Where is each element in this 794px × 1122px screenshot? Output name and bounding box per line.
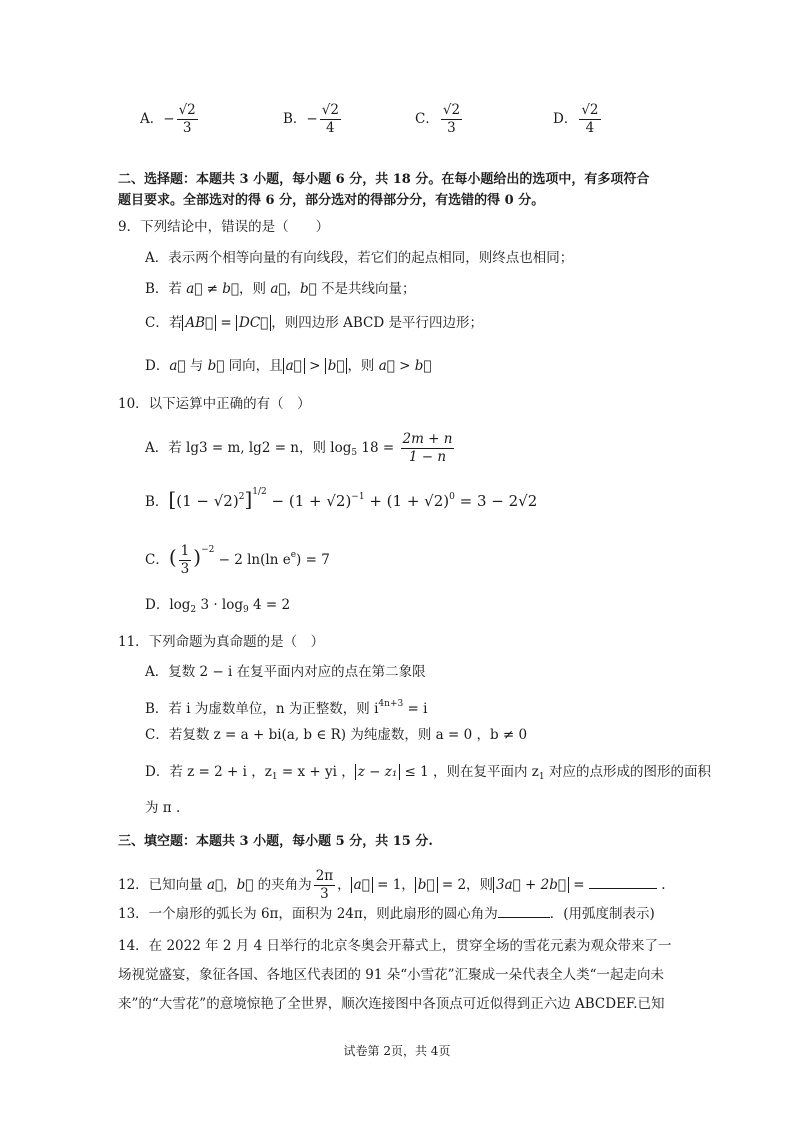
paren-close: ) xyxy=(193,545,202,569)
math: 3a⃗ + 2b⃗ xyxy=(493,877,569,893)
text: ， xyxy=(337,877,351,893)
option-sign: − xyxy=(306,111,318,127)
q13 xyxy=(118,903,655,924)
math: a⃗ > b⃗ xyxy=(378,358,432,374)
text: ≤ 1 ，则在复平面内 z xyxy=(400,764,539,780)
fraction xyxy=(579,102,600,137)
option-letter: C． xyxy=(145,552,169,568)
math: a⃗ xyxy=(270,281,287,297)
text: 4 = 2 xyxy=(248,597,291,613)
text: 的夹角为 xyxy=(253,877,312,893)
numerator: √2 xyxy=(581,102,599,118)
text: 对应的点形成的图形的面积 xyxy=(544,764,711,780)
text: 13．一个扇形的弧长为 6π，面积为 24π，则此扇形的圆心角为 xyxy=(118,906,498,922)
q14-line1: 14．在 2022 年 2 月 4 日举行的北京冬奥会开幕式上，贯穿全场的雪花元素为观众带来了一 xyxy=(118,938,672,954)
fraction xyxy=(179,543,192,578)
math: a⃗ xyxy=(169,358,186,374)
q10-option-b xyxy=(145,482,537,512)
q11-option-d-line2: 为 π . xyxy=(145,800,181,816)
numerator: √2 xyxy=(178,102,196,118)
text: 与 xyxy=(185,358,208,374)
math: a⃗ ≠ b⃗ xyxy=(186,281,240,297)
math: − (1 + √2) xyxy=(266,492,352,510)
q11-option-b xyxy=(145,694,427,719)
q14-line2: 场视觉盛宴，象征各国、各地区代表团的 91 朵“小雪花”汇聚成一朵代表全人类“一起走向未 xyxy=(118,967,664,983)
q11-stem: 11．下列命题为真命题的是（ ） xyxy=(118,634,325,650)
section2-heading-line2: 题目要求。全部选对的得 6 分，部分选对的得部分分，有选错的得 0 分。 xyxy=(118,193,545,208)
math: + (1 + √2) xyxy=(364,492,450,510)
text: D．log xyxy=(145,597,191,613)
text: 3 · log xyxy=(196,597,243,613)
numerator: √2 xyxy=(442,102,461,118)
numerator: 2m + n xyxy=(402,431,453,447)
math: b⃗ xyxy=(325,358,348,374)
text: B．若 i 为虚数单位，n 为正整数，则 i xyxy=(145,701,379,717)
section3-heading: 三、填空题：本题共 3 小题，每小题 5 分，共 15 分. xyxy=(118,834,433,849)
q9-option-b xyxy=(145,279,416,299)
text: ， xyxy=(286,281,300,297)
answer-blank[interactable] xyxy=(498,903,550,918)
text: C．若 xyxy=(145,315,183,331)
math: a⃗ xyxy=(206,877,224,893)
text: 18 = xyxy=(357,440,399,456)
q9-option-d xyxy=(145,356,432,376)
q11-option-a: A．复数 2 − i 在复平面内对应的点在第二象限 xyxy=(145,664,426,680)
math: b⃗ xyxy=(207,358,225,374)
text: A．若 lg3 = m, lg2 = n，则 log xyxy=(145,440,352,456)
text: ，则四边形 ABCD 是平行四边形； xyxy=(271,315,483,331)
math: b⃗ xyxy=(236,877,254,893)
superscript: 4n+3 xyxy=(378,699,404,709)
text: D． xyxy=(145,358,170,374)
denominator: 3 xyxy=(320,886,329,902)
text: ， xyxy=(223,877,237,893)
text: = 2，则 xyxy=(437,877,494,893)
denominator: 3 xyxy=(180,561,190,577)
section2-heading-line1: 二、选择题：本题共 3 小题，每小题 6 分，共 18 分。在每小题给出的选项中，有多项符合 xyxy=(118,172,650,187)
text: 12．已知向量 xyxy=(118,877,207,893)
subscript: 1 xyxy=(271,772,278,782)
fraction xyxy=(320,102,341,137)
option-letter: B． xyxy=(283,111,307,127)
option-letter: B． xyxy=(145,494,169,510)
text: = xyxy=(569,877,589,893)
math: a⃗ xyxy=(283,358,305,374)
text: D．若 z = 2 + i ，z xyxy=(145,764,272,780)
q10-option-a xyxy=(145,431,456,466)
page-footer: 试卷第 2页，共 4页 xyxy=(343,1044,451,1058)
numerator: √2 xyxy=(321,102,339,118)
q9-option-a: A．表示两个相等向量的有向线段，若它们的起点相同，则终点也相同； xyxy=(145,250,574,266)
q11-option-d xyxy=(145,762,711,787)
text: ．(用弧度制表示) xyxy=(549,906,655,922)
text: > xyxy=(304,358,325,374)
math: DC⃗ xyxy=(236,315,271,331)
fraction xyxy=(314,868,335,903)
math: − 2 ln(ln e xyxy=(214,552,291,568)
denominator: 4 xyxy=(326,120,335,136)
bracket-close: ] xyxy=(244,487,253,511)
text: = xyxy=(216,315,237,331)
answer-blank[interactable] xyxy=(589,874,657,889)
q8-option-c xyxy=(415,102,464,137)
subscript: 9 xyxy=(243,605,249,615)
option-letter: A． xyxy=(140,111,164,127)
subscript: 5 xyxy=(351,448,358,458)
math: = 3 − 2√2 xyxy=(454,492,538,510)
text: = i xyxy=(403,701,428,717)
math: a⃗ xyxy=(351,877,373,893)
math: b⃗ xyxy=(415,877,438,893)
denominator: 3 xyxy=(182,120,192,136)
q12 xyxy=(118,868,666,903)
text: 不是共线向量； xyxy=(316,281,416,297)
denominator: 3 xyxy=(447,120,456,136)
fraction xyxy=(441,102,462,137)
q9-option-c xyxy=(145,313,483,333)
q8-option-a xyxy=(140,102,200,137)
fraction xyxy=(177,102,198,137)
superscript: 1/2 xyxy=(252,487,267,497)
text: ，则 xyxy=(239,281,271,297)
text: B．若 xyxy=(145,281,187,297)
text: = 1， xyxy=(372,877,415,893)
superscript: e xyxy=(290,550,297,560)
text: = x + yi ， xyxy=(277,764,355,780)
q11-option-c: C．若复数 z = a + bi(a, b ∈ R) 为纯虚数，则 a = 0 ，b ≠ 0 xyxy=(145,727,528,743)
superscript: 0 xyxy=(449,492,455,502)
numerator: 2π xyxy=(315,868,334,884)
q9-stem: 9．下列结论中，错误的是（ ） xyxy=(118,219,330,235)
q10-option-d xyxy=(145,595,290,620)
subscript: 2 xyxy=(190,605,197,615)
denominator: 4 xyxy=(585,120,595,136)
fraction xyxy=(401,431,455,466)
math: b⃗ xyxy=(299,281,317,297)
option-sign: − xyxy=(163,111,175,127)
q8-option-b xyxy=(283,102,343,137)
subscript: 1 xyxy=(538,772,545,782)
numerator: 1 xyxy=(180,543,190,559)
superscript: 2 xyxy=(238,492,245,502)
math: z − z₁ xyxy=(355,764,401,780)
q10-option-c xyxy=(145,540,330,578)
math: ) = 7 xyxy=(296,552,330,568)
text: ，则 xyxy=(347,358,379,374)
option-letter: C． xyxy=(415,111,439,127)
superscript: −2 xyxy=(201,545,215,555)
paren-open: ( xyxy=(168,545,177,569)
text: 同向，且 xyxy=(224,358,283,374)
q10-stem: 10．以下运算中正确的有（ ） xyxy=(118,396,311,412)
text: . xyxy=(656,877,666,893)
option-letter: D． xyxy=(553,111,578,127)
denominator: 1 − n xyxy=(408,449,447,465)
q8-option-d xyxy=(553,102,603,137)
math: (1 − √2) xyxy=(176,492,239,510)
bracket-open: [ xyxy=(168,487,177,511)
q14-line3: 来”的“大雪花”的意境惊艳了全世界，顺次连接图中各顶点可近似得到正六边 ABCDEF.已知 xyxy=(118,996,665,1012)
superscript: −1 xyxy=(351,492,365,502)
math: AB⃗ xyxy=(182,315,216,331)
